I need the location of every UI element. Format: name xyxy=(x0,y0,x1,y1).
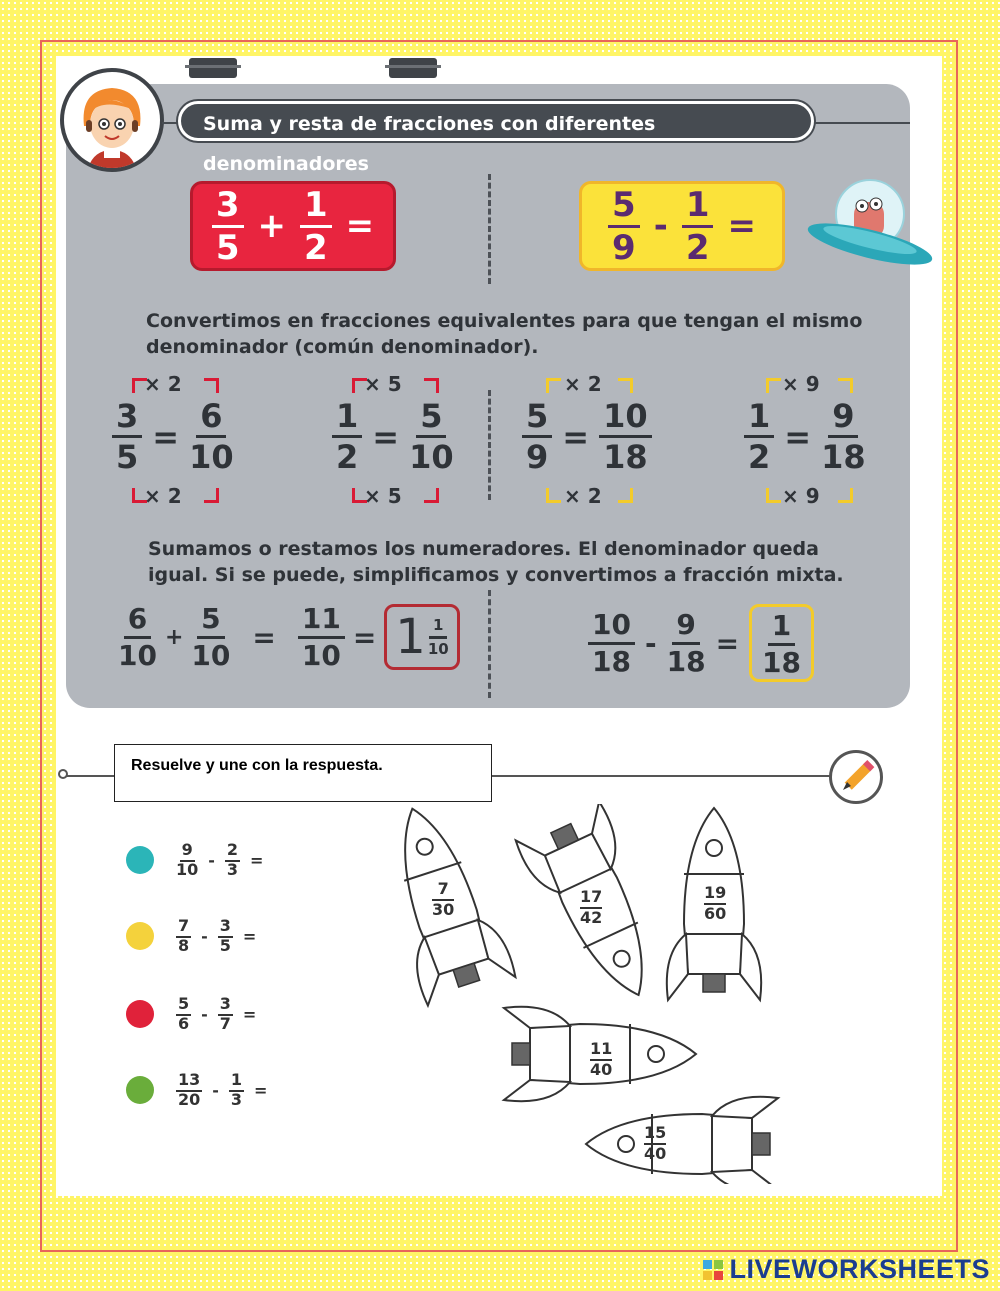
page-title: Suma y resta de fracciones con diferentes denominadores xyxy=(178,101,814,141)
hinge-right xyxy=(389,58,437,78)
operator: - xyxy=(653,206,668,246)
fraction: $\frac{3}{5}$ xyxy=(212,188,244,265)
sum-result: $\frac{6}{10}$ + $\frac{5}{10}$ = $\frac{11}{10}$ = 1 $\frac{1}{10}$ xyxy=(118,604,460,670)
divider-top xyxy=(488,174,491,284)
girl-avatar-icon xyxy=(60,68,164,172)
operator: + xyxy=(257,206,286,246)
addition-problem xyxy=(190,181,396,271)
equals-sign: = xyxy=(345,206,375,246)
rocket-answer-4: 11 40 xyxy=(590,1039,613,1079)
explanation-text-1: Convertimos en fracciones equivalentes para que tengan el mismo denominador (común denominador). xyxy=(146,310,863,358)
answer-dot-green[interactable] xyxy=(126,1076,154,1104)
answer-dot-red[interactable] xyxy=(126,1000,154,1028)
explanation-text-2: Sumamos o restamos los numeradores. El denominador queda igual. Si se puede, simplificamos y convertimos a fracción mixta. xyxy=(148,538,844,586)
hinge-left xyxy=(189,58,237,78)
answer-dot-yellow[interactable] xyxy=(126,922,154,950)
worksheet: Suma y resta de fracciones con diferentes denominadores $\frac{3}{5}$ + $\frac{1}{2}$ = $\frac{5}{9}$ - $\frac{1}{2}$ = Convertimos en fracciones equivalentes para que tengan el mismo denominador (común denominador). × 2 $\frac{3}{5}$ = $\frac{6}{10}$ × 2 × 5 $\frac{1}{2}$ = $\frac{5}{10}$ × 5 × 2 $\frac{5}{9}$ = $\frac{10}{18}$ × 2 × 9 $\frac{1}{2}$ = $\frac{9}{18}$ × 9 Sumamos o restamos los numeradores. El denominador queda igual. Si se puede, simplificamos y convertimos a fracción mixta. $\frac{6}{10}$ + $\frac{5}{10}$ = $\frac{11}{10}$ = 1 $\frac{1}{10}$ $\frac{10}{18}$ - $\frac{9}{18}$ = $\frac{1}{18}$ Resuelve y une con la respuesta. 9 10 - $\frac{2}{3}$ = 7 8 - $\frac{3}{5}$ = 5 6 - $\frac{3}{7}$ = 13 20 - $\frac{1}{3}$ = 7 30 17 42 19 60 11 40 15 40 xyxy=(56,56,942,1196)
liveworksheets-logo-icon xyxy=(703,1260,723,1280)
equals-sign: = xyxy=(727,206,756,246)
exercise-2: 7 8 - $\frac{3}{5}$ = xyxy=(126,918,256,955)
rocket-answer-3: 19 60 xyxy=(704,883,727,923)
difference-answer: $\frac{1}{18}$ xyxy=(749,604,814,682)
divider-bottom xyxy=(488,590,491,698)
exercise-1: 9 10 - $\frac{2}{3}$ = xyxy=(126,842,263,879)
ufo-alien-icon xyxy=(802,168,938,282)
answer-dot-teal[interactable] xyxy=(126,846,154,874)
pencil-icon xyxy=(829,750,883,804)
mixed-number-answer: 1 $\frac{1}{10}$ xyxy=(384,604,459,670)
liveworksheets-logo: LIVEWORKSHEETS xyxy=(703,1254,990,1285)
rule-end-dot xyxy=(58,769,68,779)
rocket-answer-2: 17 42 xyxy=(580,887,603,927)
fraction: $\frac{1}{2}$ xyxy=(682,188,714,265)
rocket-answer-1: 7 30 xyxy=(432,879,455,919)
divider-middle xyxy=(488,390,491,500)
difference-result: $\frac{10}{18}$ - $\frac{9}{18}$ = $\frac{1}{18}$ xyxy=(588,604,814,682)
rockets-illustration xyxy=(386,804,846,1184)
exercise-4: 13 20 - $\frac{1}{3}$ = xyxy=(126,1072,267,1109)
fraction: $\frac{1}{2}$ xyxy=(300,188,332,265)
instruction-box: Resuelve y une con la respuesta. xyxy=(114,744,492,802)
fraction: $\frac{5}{9}$ xyxy=(608,188,640,265)
rocket-answer-5: 15 40 xyxy=(644,1123,667,1163)
exercise-3: 5 6 - $\frac{3}{7}$ = xyxy=(126,996,256,1033)
subtraction-problem xyxy=(579,181,785,271)
rocket-5[interactable] xyxy=(586,1097,778,1184)
title-rule-right xyxy=(814,122,910,124)
